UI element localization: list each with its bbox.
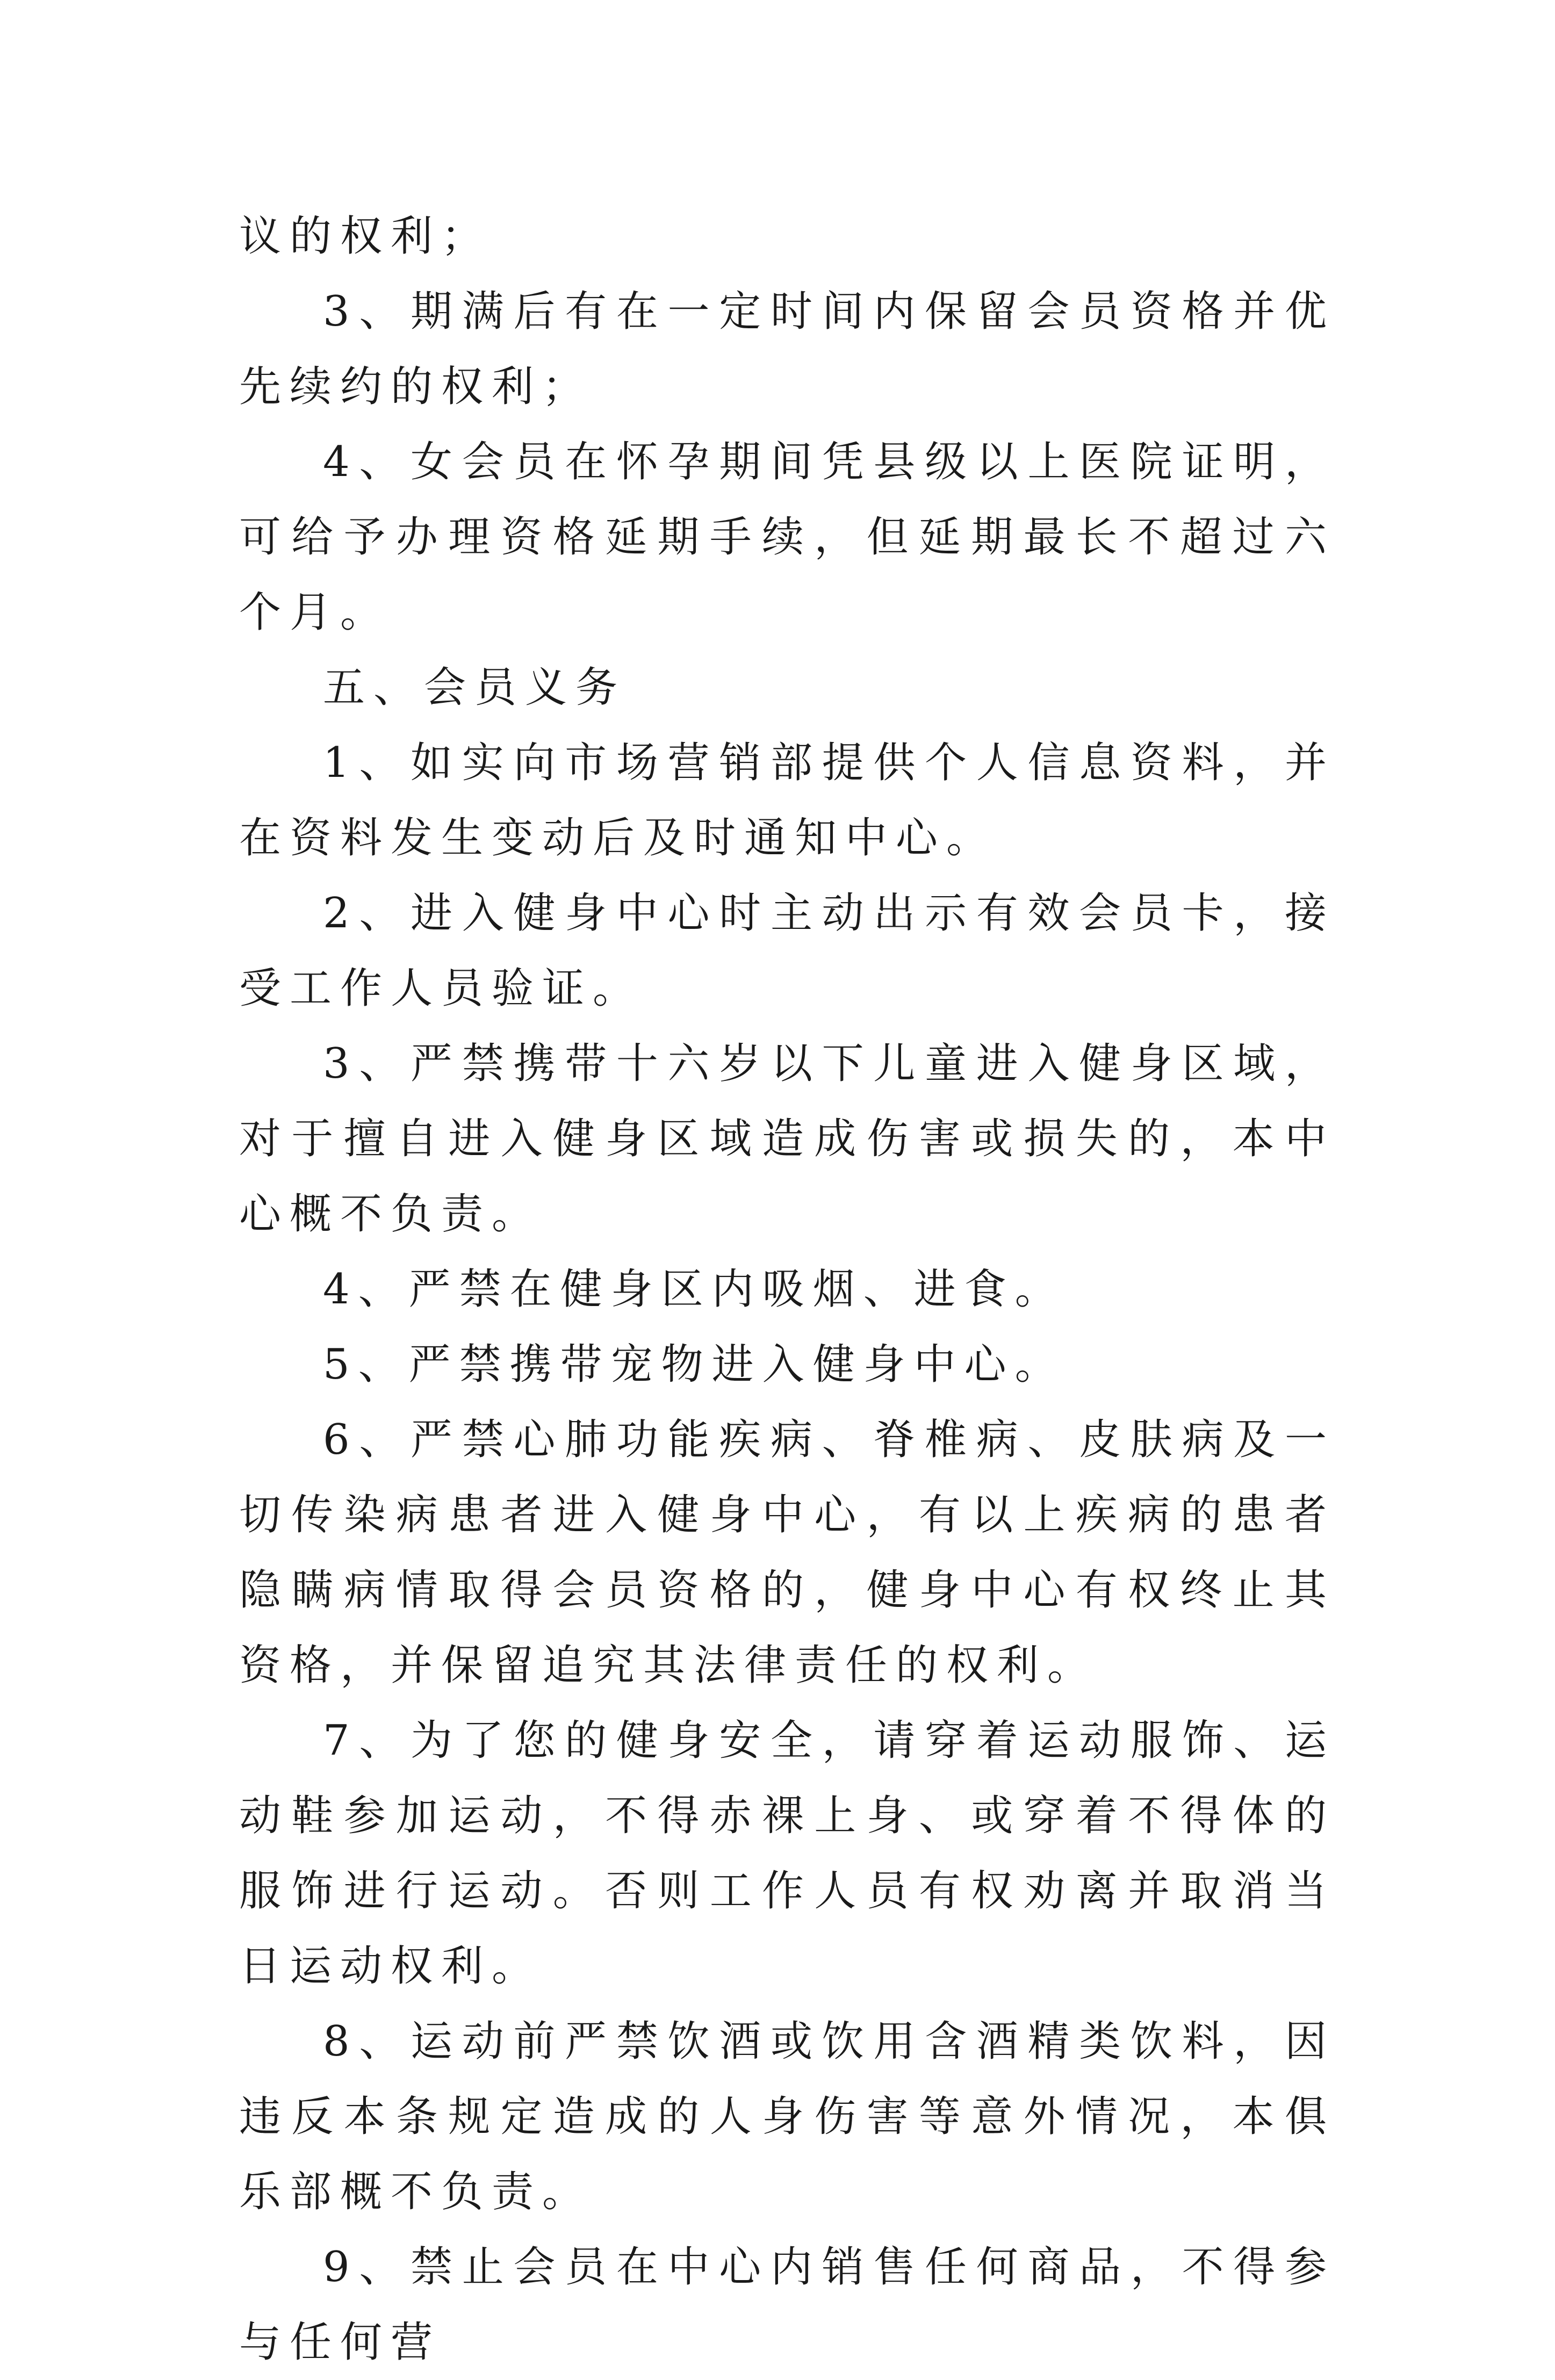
paragraph-obligation-5: 5、严禁携带宠物进入健身中心。: [323, 1340, 1066, 1389]
paragraph-obligation-7: 7、为了您的健身安全，请穿着运动服饰、运动鞋参加运动，不得赤裸上身、或穿着不得体的服饰进行运动。否则工作人员有权劝离并取消当日运动权利。: [239, 1717, 1335, 1990]
paragraph-obligation-3: 3、严禁携带十六岁以下儿童进入健身区域，对于擅自进入健身区域造成伤害或损失的，本中心概不负责。: [239, 1040, 1335, 1238]
paragraph-right-4: 4、女会员在怀孕期间凭县级以上医院证明，可给予办理资格延期手续，但延期最长不超过六个月。: [239, 438, 1335, 637]
paragraph-obligation-2: 2、进入健身中心时主动出示有效会员卡，接受工作人员验证。: [239, 889, 1335, 1013]
paragraph-right-3: 3、期满后有在一定时间内保留会员资格并优先续约的权利；: [239, 287, 1335, 411]
paragraph-obligation-6: 6、严禁心肺功能疾病、脊椎病、皮肤病及一切传染病患者进入健身中心，有以上疾病的患者隐瞒病情取得会员资格的，健身中心有权终止其资格，并保留追究其法律责任的权利。: [239, 1416, 1335, 1690]
section-heading-member-obligations: 五、会员义务: [323, 663, 627, 712]
paragraph-obligation-9: 9、禁止会员在中心内销售任何商品，不得参与任何营: [239, 2243, 1335, 2367]
paragraph-obligation-4: 4、严禁在健身区内吸烟、进食。: [323, 1265, 1066, 1314]
paragraph-obligation-8: 8、运动前严禁饮酒或饮用含酒精类饮料，因违反本条规定造成的人身伤害等意外情况，本俱乐部概不负责。: [239, 2017, 1335, 2216]
paragraph-obligation-1: 1、如实向市场营销部提供个人信息资料，并在资料发生变动后及时通知中心。: [239, 739, 1335, 862]
document-page: [239, 199, 1335, 2380]
paragraph-continuation: 议的权利；: [239, 212, 492, 261]
